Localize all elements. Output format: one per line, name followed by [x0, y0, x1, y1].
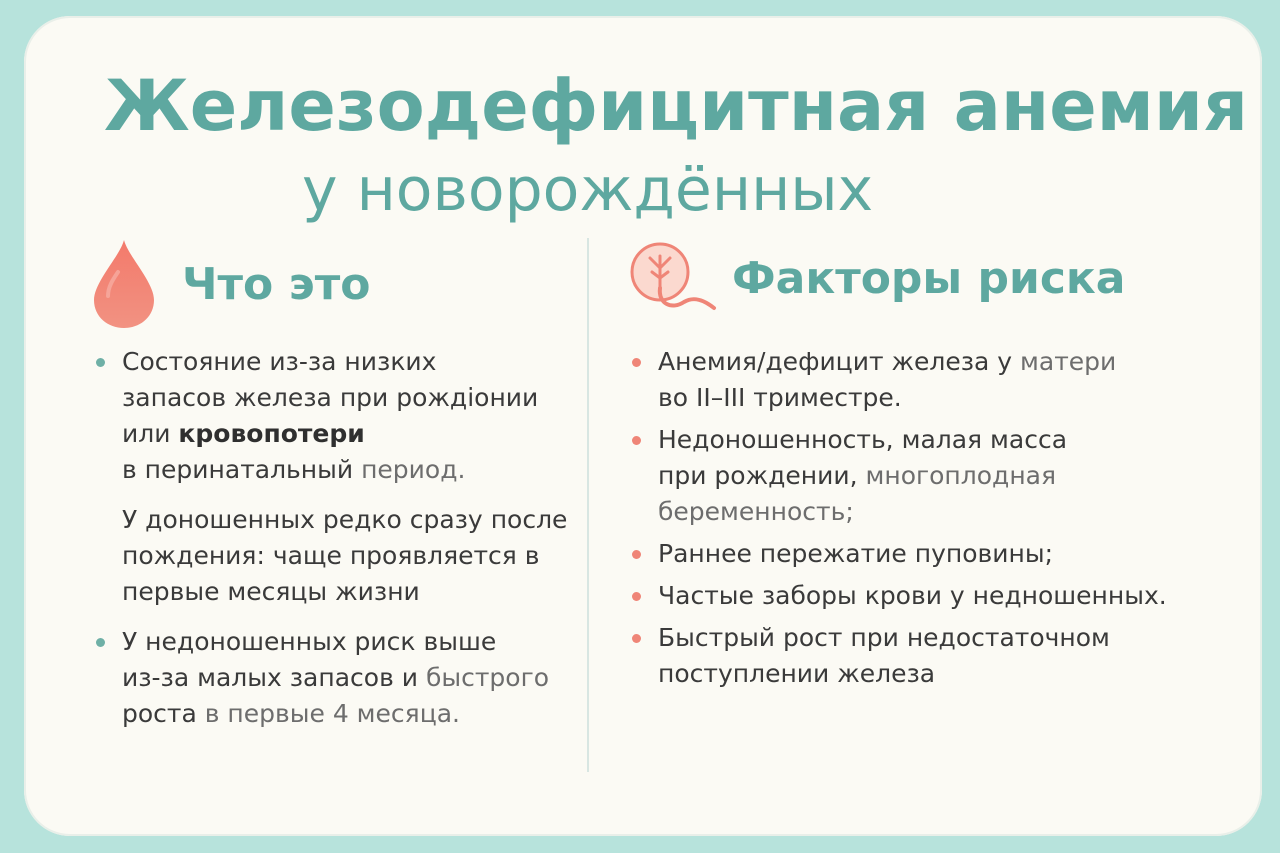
emphasis-text: кровопотери [178, 419, 365, 448]
section-heading-risk-factors: Факторы риска [732, 252, 1126, 304]
paragraph-line: У доношенных редко сразу [122, 505, 483, 534]
bullet-dot [632, 436, 641, 445]
list-item [632, 578, 1192, 614]
list-item [632, 536, 1192, 572]
list-item-line: Раннее пережатие пуповины; [658, 539, 1054, 568]
section-heading-what-is-it: Что это [182, 258, 371, 310]
bullet-dot [96, 358, 105, 367]
column-divider [587, 238, 589, 772]
risk-factors-list [632, 344, 1192, 698]
bullet-dot [96, 638, 105, 647]
list-item [96, 344, 576, 488]
paragraph-line: жизни [335, 577, 420, 606]
list-item [632, 422, 1192, 530]
blood-drop-icon [92, 238, 156, 330]
section-risk-factors-header [628, 238, 1126, 318]
bullet-dot [632, 550, 641, 559]
list-item-line: во II–III триместре. [658, 383, 902, 412]
list-item-line: Быстрый рост при недостаточном [658, 623, 1110, 652]
list-item-line: из-за малых запасов и быстрого [122, 663, 550, 692]
list-item-line: при рождении, многоплодная [658, 461, 1057, 490]
placenta-icon [628, 238, 718, 318]
list-item-line: Частые заборы крови у недношенных. [658, 581, 1167, 610]
list-item [632, 620, 1192, 692]
paragraph-line: после пождения: чаще [122, 505, 568, 570]
list-item-line: Анемия/дефицит железа у матери [658, 347, 1117, 376]
bullet-dot [632, 358, 641, 367]
paragraph-line: проявляется в первые месяцы [122, 541, 540, 606]
section-what-is-it-header [92, 238, 370, 330]
list-item-line: Недоношенность, малая масса [658, 425, 1068, 454]
list-item-line: беременность; [658, 497, 854, 526]
list-item [96, 624, 576, 732]
what-is-it-list [96, 344, 576, 746]
list-item-line: Состояние из-за низких [122, 347, 437, 376]
list-item-line: в перинатальный период. [122, 455, 466, 484]
list-item-line: роста в первые 4 месяца. [122, 699, 460, 728]
list-item-line: или кровопотери [122, 419, 365, 448]
page-subtitle: у новорождённых [302, 155, 874, 225]
paragraph [96, 502, 576, 610]
list-item-line: запасов железа при рождіонии [122, 383, 539, 412]
bullet-dot [632, 592, 641, 601]
bullet-dot [632, 634, 641, 643]
list-item-line: поступлении железа [658, 659, 936, 688]
page-title: Железодефицитная анемия [104, 65, 1248, 147]
list-item [632, 344, 1192, 416]
list-item-line: У недоношенных риск выше [122, 627, 497, 656]
